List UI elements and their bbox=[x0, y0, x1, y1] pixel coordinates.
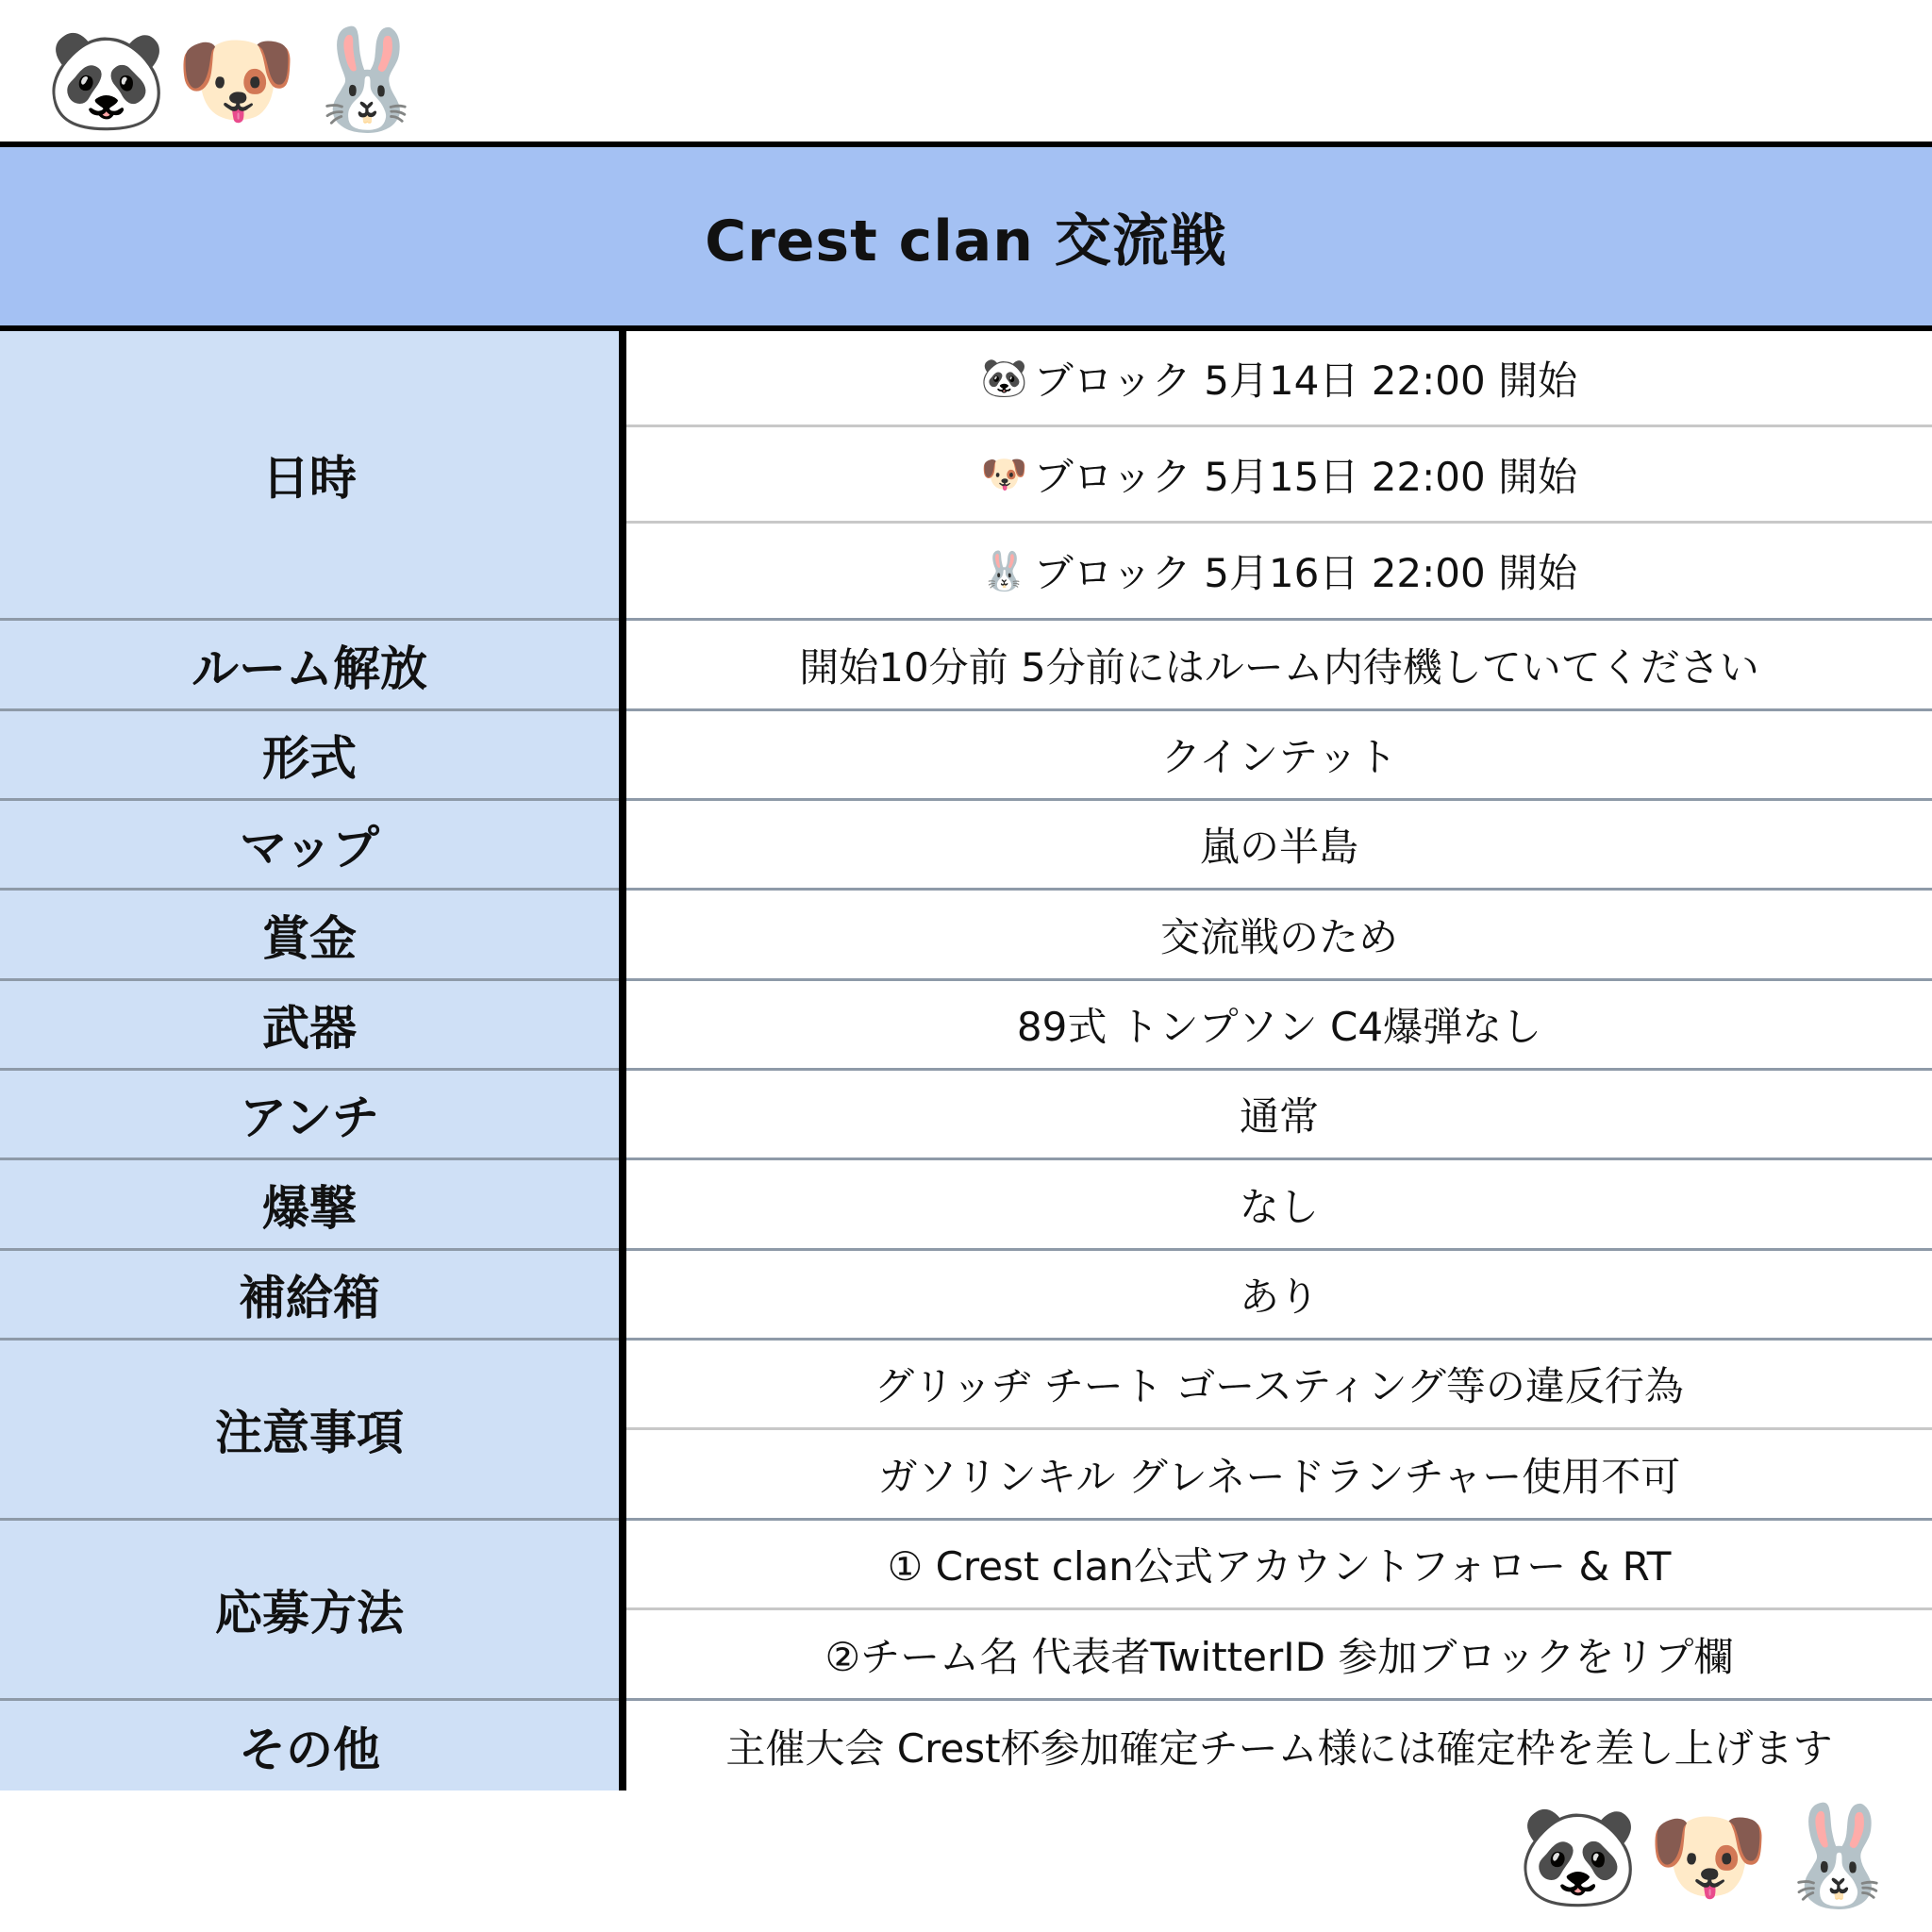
page-title: Crest clan 交流戦 bbox=[705, 208, 1227, 275]
schedule-text: ブロック 5月16日 22:00 開始 bbox=[1033, 550, 1578, 596]
rabbit-icon: 🐰 bbox=[1777, 1798, 1900, 1913]
schedule-block-rabbit bbox=[626, 524, 1932, 621]
rabbit-icon: 🐰 bbox=[306, 22, 428, 137]
title-banner bbox=[0, 147, 1932, 331]
value-supply: あり bbox=[626, 1251, 1932, 1341]
panda-icon: 🐼 bbox=[1517, 1798, 1640, 1913]
dog-icon: 🐶 bbox=[175, 22, 298, 137]
label-format: 形式 bbox=[0, 711, 619, 801]
label-column bbox=[0, 331, 626, 1790]
label-map: マップ bbox=[0, 801, 619, 891]
label-notes: 注意事項 bbox=[0, 1341, 619, 1521]
value-map: 嵐の半島 bbox=[626, 801, 1932, 891]
label-supply: 補給箱 bbox=[0, 1251, 619, 1341]
value-room: 開始10分前 5分前にはルーム内待機していてください bbox=[626, 621, 1932, 711]
value-notes-1: グリッヂ チート ゴースティング等の違反行為 bbox=[626, 1341, 1932, 1430]
schedule-text: ブロック 5月15日 22:00 開始 bbox=[1033, 453, 1578, 500]
info-sheet bbox=[0, 142, 1932, 1790]
value-apply-2: ②チーム名 代表者TwitterID 参加ブロックをリプ欄 bbox=[626, 1610, 1932, 1701]
value-apply-1: ① Crest clan公式アカウントフォロー & RT bbox=[626, 1521, 1932, 1610]
info-table bbox=[0, 331, 1932, 1790]
value-bombing: なし bbox=[626, 1160, 1932, 1251]
label-room: ルーム解放 bbox=[0, 621, 619, 711]
dog-icon: 🐶 bbox=[980, 453, 1028, 496]
label-weapons: 武器 bbox=[0, 981, 619, 1071]
schedule-block-panda bbox=[626, 331, 1932, 427]
label-anti: アンチ bbox=[0, 1071, 619, 1160]
value-anti: 通常 bbox=[626, 1071, 1932, 1160]
panda-icon: 🐼 bbox=[980, 357, 1028, 400]
rabbit-icon: 🐰 bbox=[980, 549, 1028, 593]
value-column bbox=[626, 331, 1932, 1790]
value-other: 主催大会 Crest杯参加確定チーム様には確定枠を差し上げます bbox=[725, 1724, 1833, 1772]
top-emoji-row bbox=[45, 21, 428, 138]
schedule-block-dog bbox=[626, 427, 1932, 524]
label-bombing: 爆撃 bbox=[0, 1160, 619, 1251]
bottom-emoji-row bbox=[1517, 1797, 1900, 1914]
dog-icon: 🐶 bbox=[1647, 1798, 1770, 1913]
value-weapons: 89式 トンプソン C4爆弾なし bbox=[626, 981, 1932, 1071]
label-apply: 応募方法 bbox=[0, 1521, 619, 1701]
schedule-text: ブロック 5月14日 22:00 開始 bbox=[1033, 357, 1578, 404]
value-notes-2: ガソリンキル グレネードランチャー使用不可 bbox=[626, 1430, 1932, 1521]
panda-icon: 🐼 bbox=[45, 22, 168, 137]
label-other: その他 bbox=[239, 1722, 380, 1777]
label-schedule: 日時 bbox=[0, 331, 619, 621]
value-format: クインテット bbox=[626, 711, 1932, 801]
label-prize: 賞金 bbox=[0, 891, 619, 981]
value-prize: 交流戦のため bbox=[626, 891, 1932, 981]
